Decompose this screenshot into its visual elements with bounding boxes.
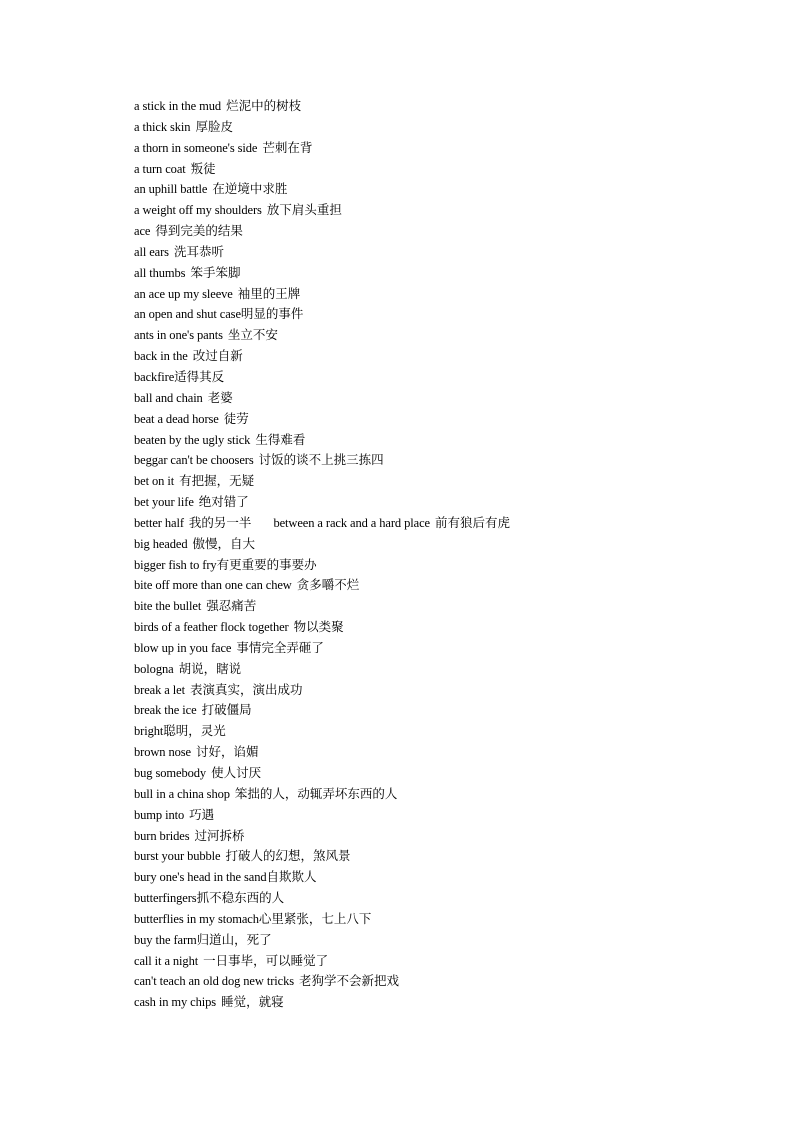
list-item	[134, 117, 754, 138]
idiom-term: beaten by the ugly stick	[134, 432, 251, 447]
idiom-term: a turn coat	[134, 161, 186, 176]
list-item	[134, 846, 754, 867]
idiom-term: beat a dead horse	[134, 411, 219, 426]
idiom-meaning: 烂泥中的树枝	[226, 98, 302, 113]
idiom-meaning: 改过自新	[192, 348, 243, 364]
idiom-meaning: 适得其反	[174, 368, 225, 384]
list-item	[134, 513, 754, 534]
idiom-term: bologna	[134, 661, 174, 676]
idiom-term: an open and shut case	[134, 307, 241, 322]
idiom-term: an ace up my sleeve	[134, 286, 233, 301]
idiom-term: beggar can't be choosers	[134, 453, 254, 468]
list-item	[134, 617, 754, 638]
list-item	[134, 596, 754, 617]
idiom-term: backfire	[134, 369, 175, 384]
idiom-meaning: 放下肩头重担	[266, 202, 342, 218]
idiom-meaning: 笨手笨脚	[190, 264, 241, 280]
idiom-meaning: 强忍痛苦	[206, 598, 257, 614]
idiom-term: a thick skin	[134, 119, 191, 134]
idiom-term: bump into	[134, 807, 185, 822]
idiom-term: bite off more than one can chew	[134, 578, 292, 593]
list-item	[134, 826, 754, 847]
idiom-term: bright	[134, 724, 164, 739]
idiom-meaning: 自欺欺人	[266, 869, 317, 885]
idiom-term: a weight off my shoulders	[134, 203, 262, 218]
idiom-list	[134, 96, 754, 1013]
idiom-meaning: 表演真实，演出成功	[189, 681, 303, 697]
idiom-meaning: 归道山，死了	[196, 931, 272, 947]
idiom-term: ace	[134, 224, 151, 239]
list-item	[134, 284, 754, 305]
list-item	[134, 242, 754, 263]
idiom-term: cash in my chips	[134, 995, 217, 1010]
list-item	[134, 888, 754, 909]
idiom-meaning: 坐立不安	[227, 327, 278, 343]
list-item	[134, 200, 754, 221]
list-item	[134, 680, 754, 701]
idiom-meaning: 物以类聚	[293, 619, 344, 635]
idiom-term: bull in a china shop	[134, 786, 230, 801]
list-item	[134, 492, 754, 513]
list-item	[134, 555, 754, 576]
idiom-term: bury one's head in the sand	[134, 870, 267, 885]
list-item	[134, 659, 754, 680]
idiom-meaning: 明显的事件	[240, 306, 304, 322]
idiom-meaning: 讨好，谄媚	[195, 744, 259, 760]
list-item	[134, 867, 754, 888]
idiom-meaning: 讨饭的谈不上挑三拣四	[258, 452, 384, 468]
idiom-term: a stick in the mud	[134, 99, 222, 113]
idiom-term: break the ice	[134, 703, 197, 718]
idiom-term: call it a night	[134, 953, 199, 968]
idiom-term: back in the	[134, 349, 188, 364]
idiom-meaning: 过河拆桥	[194, 827, 245, 843]
idiom-term: can't teach an old dog new tricks	[134, 974, 295, 989]
idiom-term: big headed	[134, 536, 188, 551]
idiom-term: bug somebody	[134, 766, 207, 780]
idiom-meaning: 傲慢，自大	[192, 535, 256, 551]
idiom-meaning: 芒刺在背	[262, 139, 313, 155]
idiom-term: between a rack and a hard place	[273, 515, 430, 530]
idiom-meaning: 厚脸皮	[195, 118, 233, 134]
idiom-meaning: 聪明，灵光	[163, 723, 226, 739]
idiom-meaning: 打破僵局	[201, 702, 252, 718]
idiom-meaning: 袖里的王牌	[237, 285, 301, 301]
idiom-meaning: 使人讨厌	[211, 765, 262, 780]
idiom-meaning: 有把握，无疑	[179, 473, 255, 489]
list-item	[134, 430, 754, 451]
list-item	[134, 763, 754, 784]
list-item	[134, 534, 754, 555]
list-item	[134, 325, 754, 346]
idiom-term: break a let	[134, 682, 185, 697]
idiom-term: ball and chain	[134, 390, 203, 405]
idiom-term: bet on it	[134, 474, 175, 489]
idiom-meaning: 有更重要的事要办	[216, 556, 317, 572]
idiom-term: bite the bullet	[134, 599, 202, 614]
list-item	[134, 179, 754, 200]
list-item	[134, 971, 754, 992]
idiom-meaning: 打破人的幻想，煞风景	[225, 848, 351, 864]
idiom-term: blow up in you face	[134, 640, 232, 655]
idiom-meaning: 事情完全弄砸了	[236, 639, 324, 655]
idiom-term: all thumbs	[134, 265, 186, 280]
idiom-meaning: 睡觉，就寝	[221, 994, 284, 1010]
idiom-term: brown nose	[134, 745, 191, 760]
idiom-meaning: 得到完美的结果	[155, 223, 243, 239]
idiom-meaning: 巧遇	[189, 806, 215, 822]
list-item	[134, 304, 754, 325]
list-item	[134, 575, 754, 596]
idiom-meaning: 我的另一半	[188, 514, 252, 530]
idiom-term: an uphill battle	[134, 182, 208, 197]
idiom-term: bet your life	[134, 495, 194, 510]
idiom-term: birds of a feather flock together	[134, 620, 289, 635]
idiom-meaning: 贪多嚼不烂	[296, 577, 360, 593]
idiom-meaning: 洗耳恭听	[173, 243, 224, 259]
idiom-term: burn brides	[134, 828, 190, 843]
idiom-term: a thorn in someone's side	[134, 140, 258, 155]
list-item	[134, 367, 754, 388]
idiom-term: buy the farm	[134, 932, 197, 947]
idiom-meaning: 老婆	[207, 389, 233, 405]
list-item	[134, 450, 754, 471]
idiom-meaning: 笨拙的人，动辄弄坏东西的人	[234, 785, 398, 801]
idiom-term: butterflies in my stomach	[134, 911, 259, 926]
list-item	[134, 638, 754, 659]
list-item	[134, 784, 754, 805]
list-item	[134, 721, 754, 742]
list-item	[134, 346, 754, 367]
idiom-term: bigger fish to fry	[134, 557, 217, 572]
idiom-meaning: 胡说，瞎说	[178, 660, 242, 676]
idiom-meaning: 叛徒	[190, 160, 216, 176]
idiom-meaning: 在逆境中求胜	[212, 181, 288, 197]
list-item	[134, 909, 754, 930]
idiom-meaning: 一日事毕，可以睡觉了	[203, 952, 329, 968]
list-item	[134, 930, 754, 951]
idiom-meaning: 徒劳	[223, 410, 249, 426]
list-item	[134, 159, 754, 180]
idiom-term: burst your bubble	[134, 849, 221, 864]
list-item	[134, 471, 754, 492]
idiom-term: better half	[134, 515, 184, 530]
list-item	[134, 992, 754, 1013]
list-item	[134, 409, 754, 430]
idiom-meaning: 抓不稳东西的人	[196, 890, 285, 906]
list-item	[134, 805, 754, 826]
idiom-meaning: 绝对错了	[198, 494, 249, 510]
idiom-meaning: 心里紧张，七上八下	[258, 910, 372, 926]
idiom-meaning: 前有狼后有虎	[434, 514, 510, 530]
list-item	[134, 742, 754, 763]
idiom-term: ants in one's pants	[134, 328, 223, 343]
idiom-term: all ears	[134, 244, 169, 259]
list-item	[134, 263, 754, 284]
list-item	[134, 96, 754, 117]
list-item	[134, 951, 754, 972]
idiom-meaning: 生得难看	[255, 431, 306, 447]
idiom-meaning: 老狗学不会新把戏	[299, 973, 400, 989]
idiom-term: butterfingers	[134, 891, 197, 906]
list-item	[134, 138, 754, 159]
list-item	[134, 388, 754, 409]
list-item	[134, 221, 754, 242]
list-item	[134, 700, 754, 721]
